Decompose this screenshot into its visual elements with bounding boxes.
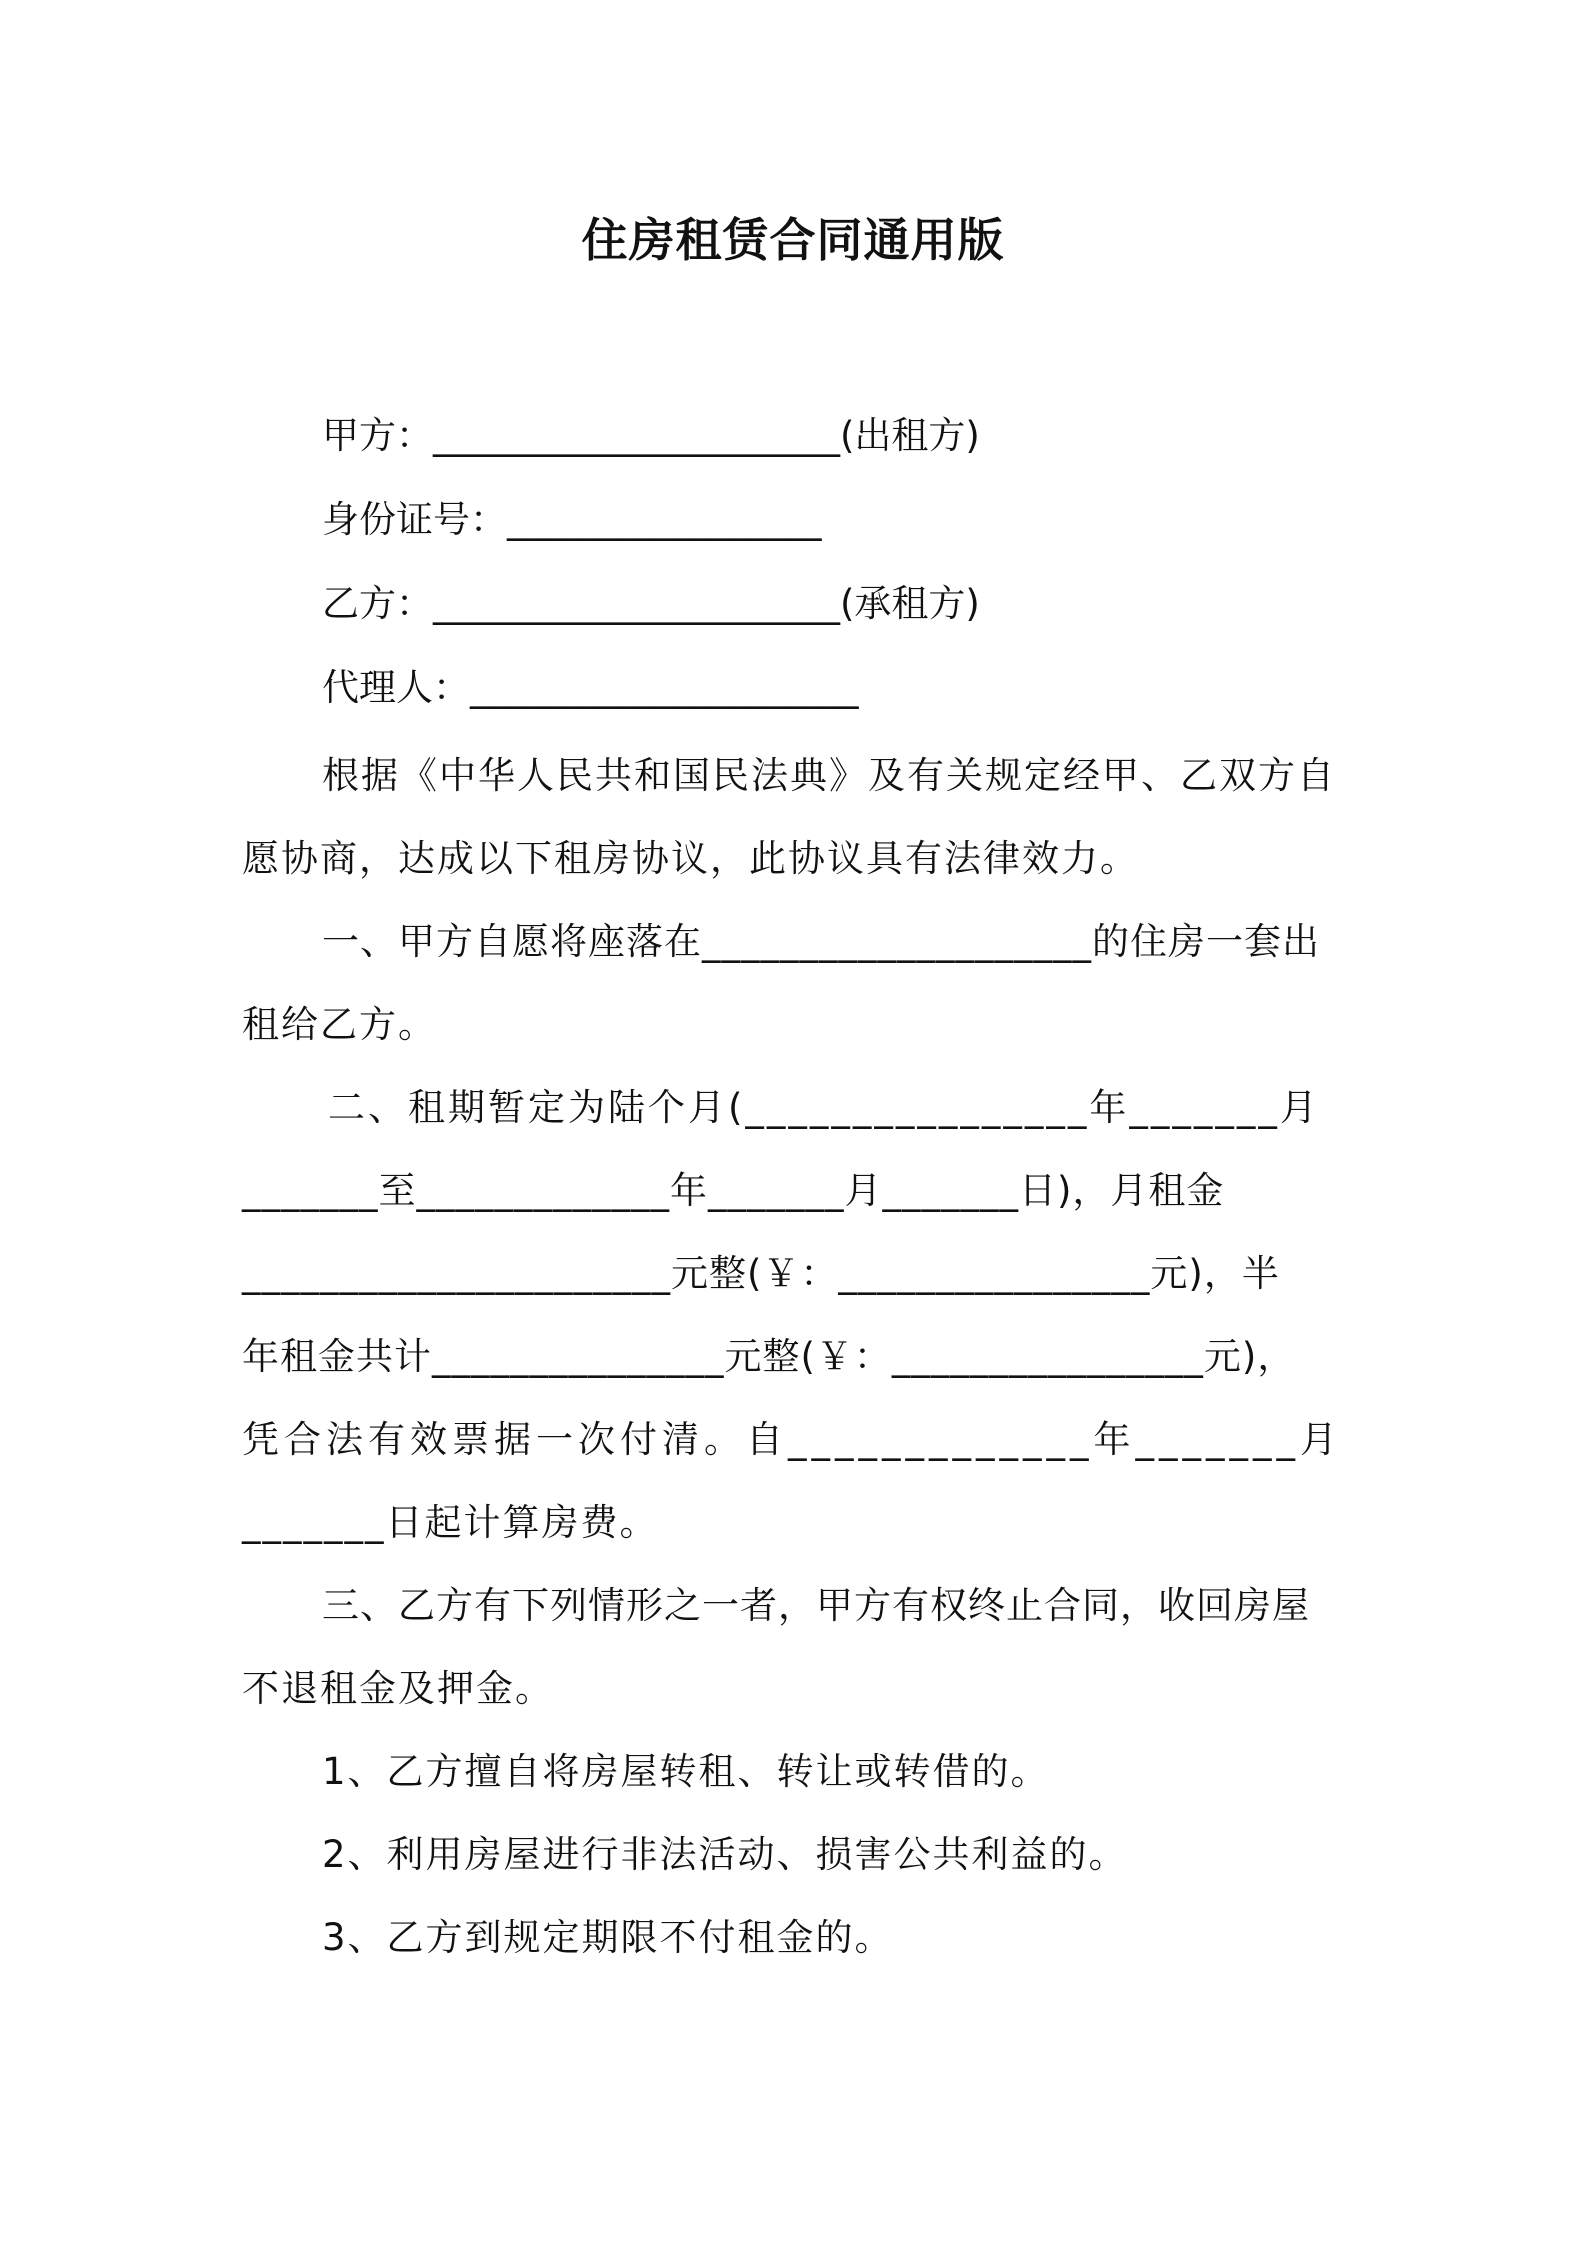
list-item-2: 2、利用房屋进行非法活动、损害公共利益的。 xyxy=(322,1833,1128,1876)
clause-1-line-2: 租给乙方。 xyxy=(242,1003,437,1046)
clause-2-line-1: 二、租期暂定为陆个月(________________年_______月 xyxy=(328,1086,1320,1129)
clause-3-line-2: 不退租金及押金。 xyxy=(242,1667,554,1710)
clause-2-line-3: ______________________元整(￥：________________元)，半 xyxy=(242,1252,1280,1295)
intro-line-1: 根据《中华人民共和国民法典》及有关规定经甲、乙双方自 xyxy=(322,754,1336,797)
agent-line: 代理人：_____________________ xyxy=(322,666,859,709)
clause-3-line-1: 三、乙方有下列情形之一者，甲方有权终止合同，收回房屋 xyxy=(322,1584,1310,1627)
clause-1-line-1: 一、甲方自愿将座落在____________________的住房一套出 xyxy=(322,920,1320,963)
list-item-3: 3、乙方到规定期限不付租金的。 xyxy=(322,1916,894,1959)
clause-2-line-4: 年租金共计_______________元整(￥：________________元)， xyxy=(242,1335,1296,1378)
intro-line-2: 愿协商，达成以下租房协议，此协议具有法律效力。 xyxy=(242,837,1139,880)
document-title: 住房租赁合同通用版 xyxy=(581,213,1005,267)
clause-2-line-2: _______至_____________年_______月_______日)，月租金 xyxy=(242,1169,1225,1212)
party-a-line: 甲方：______________________(出租方) xyxy=(322,414,980,457)
id-number-line: 身份证号：_________________ xyxy=(322,498,822,541)
list-item-1: 1、乙方擅自将房屋转租、转让或转借的。 xyxy=(322,1750,1050,1793)
clause-2-line-5: 凭合法有效票据一次付清。自_____________年_______月 xyxy=(242,1418,1342,1461)
contract-body xyxy=(242,734,1352,1979)
party-b-line: 乙方：______________________(承租方) xyxy=(322,582,980,625)
clause-2-line-6: _______日起计算房费。 xyxy=(242,1501,659,1544)
